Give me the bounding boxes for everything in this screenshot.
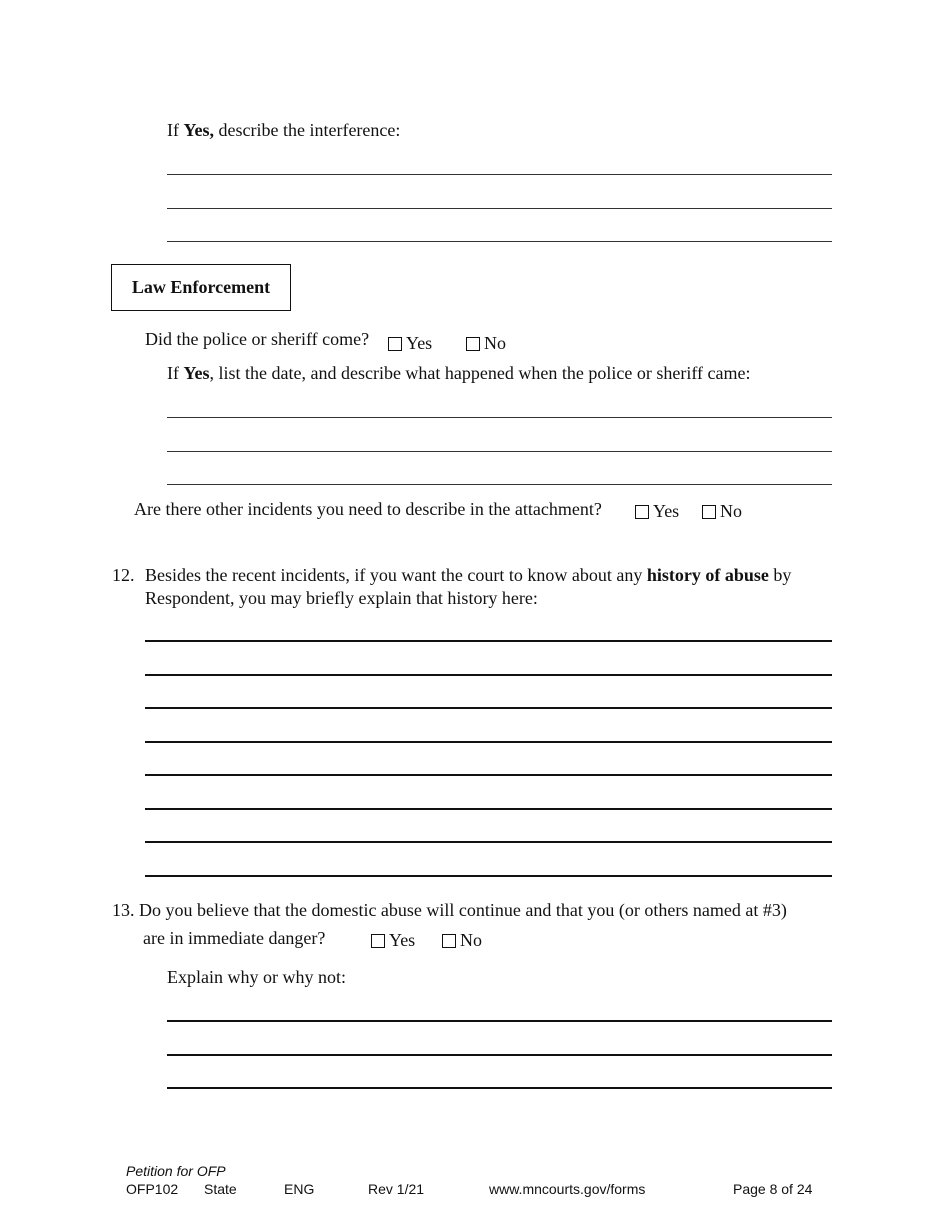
law-enforcement-heading: Law Enforcement: [111, 264, 291, 311]
footer-website[interactable]: www.mncourts.gov/forms: [489, 1181, 646, 1197]
police-came-no-checkbox[interactable]: [466, 337, 480, 351]
q13-yes-option[interactable]: Yes: [371, 930, 415, 951]
police-came-yes-option[interactable]: Yes: [388, 333, 432, 354]
q12-answer-line-8[interactable]: [145, 875, 832, 877]
footer-form-code: OFP102: [126, 1181, 179, 1197]
other-incidents-no-option[interactable]: No: [702, 501, 742, 522]
police-answer-line-3[interactable]: [167, 484, 832, 485]
interference-answer-line-2[interactable]: [167, 208, 832, 209]
q13-no-checkbox[interactable]: [442, 934, 456, 948]
q12-number: 12.: [112, 565, 135, 585]
police-came-question: Did the police or sheriff come?: [145, 329, 370, 349]
q12-answer-line-6[interactable]: [145, 808, 832, 810]
q13-answer-line-3[interactable]: [167, 1087, 832, 1089]
police-came-yes-checkbox[interactable]: [388, 337, 402, 351]
footer-form-title: Petition for OFP: [126, 1163, 226, 1179]
q12-text-line-2: Respondent, you may briefly explain that history here:: [145, 588, 538, 608]
q13-explain-prompt: Explain why or why not:: [167, 967, 346, 987]
q13-answer-line-1[interactable]: [167, 1020, 832, 1022]
footer-revision: Rev 1/21: [368, 1181, 425, 1197]
q13-text-line-2: are in immediate danger?: [143, 928, 326, 948]
police-answer-line-2[interactable]: [167, 451, 832, 452]
other-incidents-yes-option[interactable]: Yes: [635, 501, 679, 522]
interference-answer-line-1[interactable]: [167, 174, 832, 175]
q13-no-option[interactable]: No: [442, 930, 482, 951]
q13-answer-line-2[interactable]: [167, 1054, 832, 1056]
police-came-no-option[interactable]: No: [466, 333, 506, 354]
police-followup-prompt: If Yes, list the date, and describe what happened when the police or sheriff came:: [167, 363, 751, 383]
interference-prompt: If Yes, describe the interference:: [167, 120, 401, 140]
police-answer-line-1[interactable]: [167, 417, 832, 418]
q12-answer-line-4[interactable]: [145, 741, 832, 743]
interference-answer-line-3[interactable]: [167, 241, 832, 242]
q13-number: 13.: [112, 900, 135, 920]
q12-answer-line-5[interactable]: [145, 774, 832, 776]
other-incidents-question: Are there other incidents you need to describe in the attachment?: [134, 499, 602, 519]
other-incidents-yes-checkbox[interactable]: [635, 505, 649, 519]
q12-answer-line-1[interactable]: [145, 640, 832, 642]
q12-text-line-1: Besides the recent incidents, if you want the court to know about any history of abuse by: [145, 565, 792, 585]
q12-answer-line-7[interactable]: [145, 841, 832, 843]
other-incidents-no-checkbox[interactable]: [702, 505, 716, 519]
footer-language: ENG: [284, 1181, 315, 1197]
q13-text-line-1: Do you believe that the domestic abuse will continue and that you (or others named at #3): [139, 900, 787, 920]
q13-yes-checkbox[interactable]: [371, 934, 385, 948]
q12-answer-line-2[interactable]: [145, 674, 832, 676]
footer-jurisdiction: State: [204, 1181, 237, 1197]
q12-answer-line-3[interactable]: [145, 707, 832, 709]
footer-page-number: Page 8 of 24: [733, 1181, 813, 1197]
